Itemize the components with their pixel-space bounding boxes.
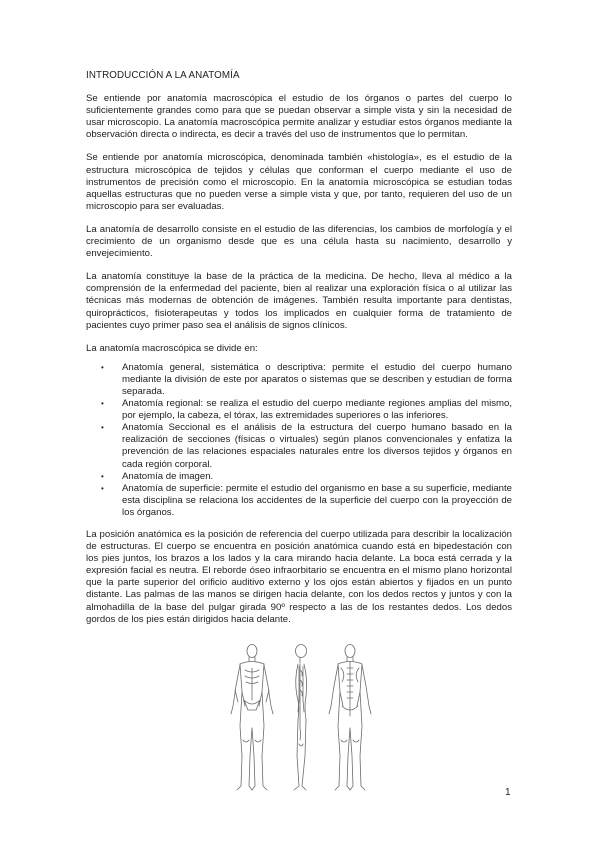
list-item-text: Anatomía Seccional es el análisis de la estructura del cuerpo humano basado en la realización de secciones (físicas o virtuales) según planos convencionales y enfatiza la prevención de las relaciones espaciales naturales entre los diversos tejidos y órganos en cada región corporal. [122,422,512,470]
paragraph-development: La anatomía de desarrollo consiste en el estudio de las diferencias, los cambios de morfología y el crecimiento de un organismo desde que es una célula hasta su nacimiento, desarrollo y envejecimiento. [86,223,512,260]
bullet-icon: • [101,483,104,493]
body-front-view [231,645,273,791]
paragraph-medicine: La anatomía constituye la base de la práctica de la medicina. De hecho, lleva al médico a la comprensión de la enfermedad del paciente, bien al realizar una exploración física o al utilizar las técnicas más modernas de obtención de imágenes. También resulta importante para dentistas, quiroprácticos, fisioterapeutas y todos los implicados en cualquier forma de tratamiento de pacientes cuyo primer paso sea el análisis de signos clínicos. [86,271,512,331]
bullet-icon: • [101,423,104,433]
divisions-list [86,362,512,519]
list-item [86,398,512,422]
list-item-text: Anatomía de superficie: permite el estudio del organismo en base a su superficie, mediante esta disciplina se relaciona los accidentes de la superficie del cuerpo con la proyección de los órganos. [122,482,512,518]
paragraph-anatomical-position: La posición anatómica es la posición de referencia del cuerpo utilizada para describir la localización de estructuras. El cuerpo se encuentra en posición anatómica cuando está en bipedestación con los pies juntos, los brazos a los lados y la cara mirando hacia delante. La boca está cerrada y la expresión facial es neutra. El reborde óseo infraorbitario se encuentra en el mismo plano horizontal que la parte superior del orificio auditivo externo y los ojos están abiertos y fijados en un punto distante. Las palmas de las manos se dirigen hacia delante, con los dedos rectos y juntos y con la almohadilla de la base del pulgar girada 90º respecto a las de los restantes dedos. Los dedos gordos de los pies están dirigidos hacia delante. [86,529,512,625]
page-number: 1 [505,787,511,798]
anatomical-position-figure [228,640,374,798]
list-item [86,483,512,519]
paragraph-divisions-intro: La anatomía macroscópica se divide en: [86,342,258,354]
list-item-text: Anatomía regional: se realiza el estudio del cuerpo mediante regiones amplias del mismo, por ejemplo, la cabeza, el tórax, las extremidades superiores o las inferiores. [122,398,512,422]
bullet-icon: • [101,471,104,481]
document-body [86,70,512,637]
paragraph-microscopic: Se entiende por anatomía microscópica, denominada también «histología», es el estudio de la estructura microscópica de tejidos y células que conforman el cuerpo mediante el uso de instrumentos de precisión como el microscopio. En la anatomía microscópica se estudian todas aquellas estructuras que no pueden verse a simple vista y que, por tanto, requieren del uso de un microscopio para ser evaluadas. [86,152,512,212]
page-title: INTRODUCCIÓN A LA ANATOMÍA [86,70,240,81]
bullet-icon: • [101,399,104,409]
list-item [86,362,512,398]
list-item [86,422,512,470]
list-item-text: Anatomía de imagen. [122,470,214,482]
paragraph-macroscopic: Se entiende por anatomía macroscópica el estudio de los órganos o partes del cuerpo lo suficientemente grandes como para que se puedan observar a simple vista y sin la necesidad de usar microscopio. La anatomía macroscópica permite analizar y estudiar estos órganos mediante la observación directa o indirecta, es decir a través del uso de instrumentos que lo permitan. [86,93,512,141]
body-side-view [294,645,307,791]
list-item [86,471,512,483]
bullet-icon: • [101,362,104,372]
body-back-view [329,645,371,791]
list-item-text: Anatomía general, sistemática o descriptiva: permite el estudio del cuerpo humano mediante la división de este por aparatos o sistemas que se describen y estudian de forma separada. [122,361,512,397]
